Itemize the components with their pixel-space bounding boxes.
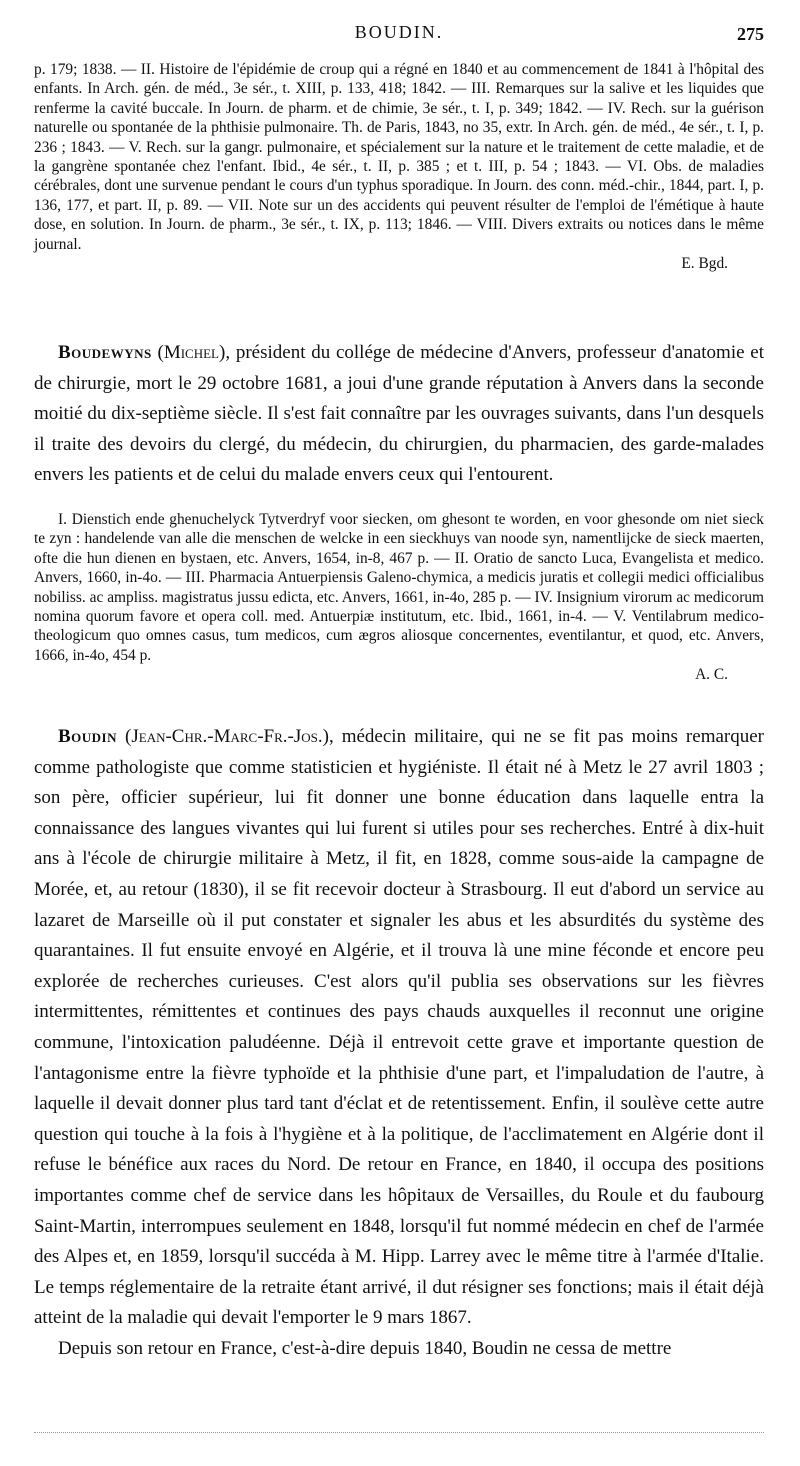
entry-headword: Boudewyns (58, 342, 152, 363)
entry-continuation (34, 60, 764, 273)
entry-boudewyns-bibliography (34, 510, 764, 685)
entry-forename: (Jean-Chr.-Marc-Fr.-Jos.) (125, 726, 329, 747)
bibliography-text: I. Dienstich ende ghenuchelyck Tytverdryf voor siecken, om ghesont te worden, en voor ghesonde om niet sieck te zyn : handelende van alle die menschen de welcke in een sieckhuys van noode syn, namentlijcke de sieck maerten, ofte die hun dienen en bystaen, etc. Anvers, 1654, in-8, 467 p. — II. Oratio de sancto Luca, Evangelista et medico. Anvers, 1660, in-4o. — III. Pharmacia Antuerpiensis Galeno-chymica, a medicis juratis et collegii medici officialibus nobiliss. ac ampliss. magistratus jussu edicta, etc. Anvers, 1661, in-4o, 285 p. — IV. Insignium virorum ac medicorum nomina quorum favore et opera coll. med. Antuerpiæ institutum, etc. Ibid., 1661, in-4. — V. Ventilabrum medico-theologicum quo omnes casus, tum medicos, cum ægros aliosque concernentes, eventilantur, et quod, etc. Anvers, 1666, in-4o, 454 p. (34, 511, 764, 664)
entry-boudin (34, 722, 764, 1364)
entry-paragraph (34, 338, 764, 491)
entry-text: , président du collége de médecine d'Anvers, professeur d'anatomie et de chirurgie, mort le 29 octobre 1681, a joui d'une grande réputation à Anvers dans la seconde moitié du dix-septième siècle. Il s'est fait connaître par les ouvrages suivants, dans l'un desquels il traite des devoirs du clergé, du médecin, du chirurgien, du pharmacien, des garde-malades envers les patients et de celui du malade envers ceux qui l'entourent. (34, 342, 764, 486)
entry-headword: Boudin (58, 726, 118, 747)
signature: A. C. (695, 666, 728, 684)
entry-boudewyns (34, 338, 764, 491)
running-title: BOUDIN. (354, 22, 444, 42)
entry-text: , médecin militaire, qui ne se fit pas moins remarquer comme pathologiste que comme statisticien et hygiéniste. Il était né à Metz le 27 avril 1803 ; son père, officier supérieur, lui fit donner une bonne éducation dans laquelle entra la connaissance des langues vivantes qui lui furent si utiles pour ses recherches. Entré à dix-huit ans à l'école de chirurgie militaire à Metz, il fit, en 1828, comme sous-aide la campagne de Morée, et, au retour (1830), il se fit recevoir docteur à Strasbourg. Il eut d'abord un service au lazaret de Marseille où il put constater et signaler les abus et les absurdités du système des quarantaines. Il fut ensuite envoyé en Algérie, et il trouva là une mine féconde et encore peu explorée de recherches curieuses. C'est alors qu'il publia ses observations sur les fièvres intermittentes, rémittentes et continues des pays chauds auxquelles il reconnut une origine commune, l'intoxication paludéenne. Déjà il entrevoit cette grave et importante question de l'antagonisme entre la fièvre typhoïde et la phthisie d'une part, et l'impaludation de l'autre, à laquelle il devait donner plus tard tant d'éclat et de retentissement. Enfin, il soulève cette autre question qui touche à la fois à l'hygiène et à la politique, de l'acclimatement en Algérie dont il refuse le bénéfice aux races du Nord. De retour en France, en 1840, il occupa des positions importantes comme chef de service dans les hôpitaux de Versailles, du Roule et du faubourg Saint-Martin, interrompues seulement en 1848, lorsqu'il fut nommé médecin en chef de l'armée des Alpes et, en 1859, lorsqu'il succéda à M. Hipp. Larrey avec le même titre à l'armée d'Italie. Le temps réglementaire de la retraite étant arrivé, il dut résigner ses fonctions; mais il était déjà atteint de la maladie qui devait l'emporter le 9 mars 1867. (34, 726, 764, 1329)
document-page (34, 0, 764, 1466)
signature: E. Bgd. (681, 255, 728, 273)
entry-paragraph: Depuis son retour en France, c'est-à-dire depuis 1840, Boudin ne cessa de mettre (58, 1337, 672, 1359)
page-header (34, 22, 764, 48)
entry-forename: (Michel) (157, 342, 226, 363)
bibliography-text: p. 179; 1838. — II. Histoire de l'épidémie de croup qui a régné en 1840 et au commencement de 1841 à l'hôpital des enfants. In Arch. gén. de méd., 3e sér., t. XIII, p. 133, 418; 1842. — III. Remarques sur la salive et les liquides que renferme la cavité buccale. In Journ. de pharm. et de chimie, 3e sér., t. I, p. 349; 1842. — IV. Rech. sur la guérison naturelle ou spontanée de la phthisie pulmonaire. Th. de Paris, 1843, no 35, extr. In Arch. gén. de méd., 4e sér., t. I, p. 236 ; 1843. — V. Rech. sur la gangr. pulmonaire, et spécialement sur la nature et le traitement de cette maladie, et de la gangrène spontanée chez l'enfant. Ibid., 4e sér., t. II, p. 385 ; et t. III, p. 54 ; 1843. — VI. Obs. de maladies cérébrales, dont une survenue pendant le cours d'un typhus sporadique. In Journ. des conn. méd.-chir., 1844, part. I, p. 136, 177, et part. II, p. 89. — VII. Note sur un des accidents qui peuvent résulter de l'emploi de l'émétique à haute dose, en solution. In Journ. de pharm., 3e sér., t. IX, p. 113; 1846. — VIII. Divers extraits ou notices dans le même journal. (34, 61, 764, 253)
page-number: 275 (737, 24, 764, 44)
entry-paragraph (34, 722, 764, 1334)
footer-rule (34, 1432, 764, 1433)
